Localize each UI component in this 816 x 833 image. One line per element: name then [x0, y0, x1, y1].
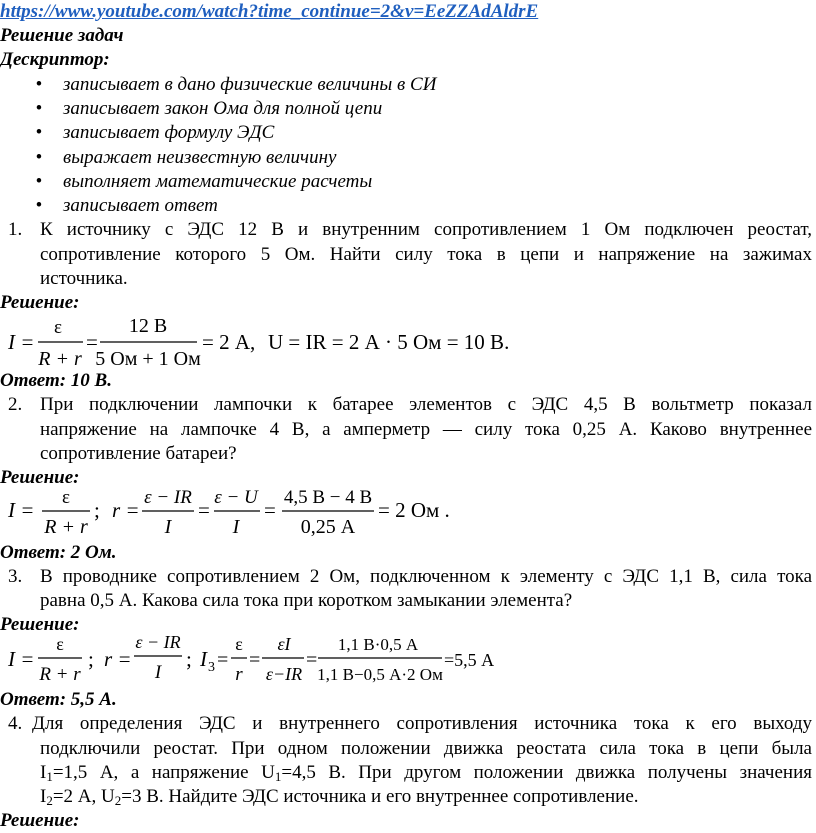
formula-text: r = — [112, 498, 140, 522]
answer: Ответ: 5,5 А. — [0, 689, 117, 710]
text-part: I — [40, 762, 47, 783]
formula-text: R + r — [38, 348, 82, 369]
problem-text-line: сопротивление батареи? — [40, 443, 237, 464]
formula-text: ε — [54, 317, 62, 338]
formula-text: I = — [8, 330, 35, 354]
problem-number: 4. — [8, 713, 23, 734]
formula-text: = — [217, 649, 229, 671]
formula-text: I — [232, 516, 240, 538]
list-item-text: записывает закон Ома для полной цепи — [63, 98, 383, 119]
bullet-icon: • — [35, 195, 43, 216]
formula-text: ε − IR — [135, 634, 181, 652]
formula-text: R + r — [44, 516, 88, 538]
subscript: 2 — [114, 793, 122, 808]
solution-label: Решение: — [0, 614, 80, 635]
formula-text: r = — [104, 647, 132, 671]
answer: Ответ: 10 В. — [0, 370, 112, 391]
formula-text: = — [198, 498, 210, 522]
list-item-text: выполняет математические расчеты — [63, 171, 373, 192]
formula-3 — [0, 634, 816, 690]
formula-1 — [0, 313, 816, 369]
formula-text: ε — [62, 487, 70, 508]
problem-number: 3. — [8, 566, 23, 587]
heading: Решение задач — [0, 25, 124, 46]
formula-text: I — [164, 516, 172, 538]
problem-text-line: Для определения ЭДС и внутреннего сопротивления источника тока к его выходу — [32, 713, 812, 734]
formula-text: R + r — [39, 664, 81, 685]
bullet-icon: • — [35, 147, 43, 168]
formula-text: 0,25 А — [300, 516, 356, 538]
formula-2 — [0, 487, 816, 543]
problem-text-line: В проводнике сопротивлением 2 Ом, подключенном к элементу с ЭДС 1,1 В, сила тока — [40, 566, 812, 587]
formula-text: ; — [94, 498, 100, 522]
formula-text: = — [264, 498, 276, 522]
text-part: =2 А, U — [52, 786, 115, 807]
formula-text: ε−IR — [265, 664, 303, 684]
formula-text: 1,1 В·0,5 А — [337, 635, 419, 654]
text-part: I — [40, 786, 47, 807]
problem-text-line: сопротивление которого 5 Ом. Найти силу тока в цепи и напряжение на зажимах — [40, 244, 812, 265]
bullet-icon: • — [35, 122, 43, 143]
list-item-text: записывает формулу ЭДС — [63, 122, 275, 143]
text-part: =4,5 В. При другом положении движка получены значения — [281, 762, 812, 783]
formula-text: = — [249, 649, 261, 671]
subscript: 2 — [46, 793, 53, 808]
descriptor-label: Дескриптор: — [0, 49, 110, 70]
subscript: 1 — [274, 769, 282, 784]
formula-text: 5 Ом + 1 Ом — [95, 348, 201, 369]
formula-text: I = — [8, 498, 35, 522]
problem-text-line — [40, 785, 812, 813]
list-item-text: выражает неизвестную величину — [63, 147, 337, 168]
youtube-link[interactable]: https://www.youtube.com/watch?time_continue=2&v=EeZZAdAldrE — [0, 1, 539, 22]
formula-text: I — [154, 662, 162, 683]
formula-text: 4,5 В − 4 В — [283, 487, 373, 508]
formula-text: 12 В — [128, 315, 168, 337]
problem-text-line: подключили реостат. При одном положении движка реостата сила тока в цепи была — [40, 738, 812, 759]
formula-text: = 2 Ом . — [378, 498, 450, 522]
formula-text: I = — [8, 647, 35, 671]
formula-text: ; — [186, 647, 192, 671]
problem-text-line: При подключении лампочки к батарее элементов с ЭДС 4,5 В вольтметр показал — [40, 394, 812, 415]
solution-label: Решение: — [0, 292, 80, 313]
formula-text: ε − IR — [144, 487, 192, 508]
problem-text-line: источника. — [40, 268, 128, 289]
formula-text: ε — [56, 634, 64, 654]
text-part: =1,5 А, а напряжение U — [52, 762, 275, 783]
formula-text: 3 — [208, 660, 215, 675]
formula-text: ; — [88, 647, 94, 671]
formula-text: =5,5 А — [444, 650, 495, 670]
subscript: 1 — [46, 769, 53, 784]
problem-number: 2. — [8, 394, 23, 415]
bullet-icon: • — [35, 74, 43, 95]
formula-text: 1,1 В−0,5 А·2 Ом — [317, 665, 443, 684]
problem-text-line: напряжение на лампочке 4 В, а амперметр — силу тока 0,25 А. Каково внутреннее — [40, 419, 812, 440]
problem-text-line: равна 0,5 А. Какова сила тока при коротком замыкании элемента? — [40, 590, 573, 611]
formula-text: r — [235, 664, 243, 685]
problem-text-line: К источнику с ЭДС 12 В и внутренним сопротивлением 1 Ом подключен реостат, — [40, 219, 812, 240]
answer: Ответ: 2 Ом. — [0, 542, 117, 563]
list-item-text: записывает ответ — [63, 195, 218, 216]
list-item-text: записывает в дано физические величины в СИ — [63, 74, 437, 95]
text-part: =3 В. Найдите ЭДС источника и его внутреннее сопротивление. — [121, 786, 639, 807]
solution-label: Решение: — [0, 810, 80, 831]
problem-number: 1. — [8, 219, 23, 240]
formula-text: = 2 А, — [202, 330, 256, 354]
formula-text: εI — [277, 634, 291, 654]
formula-text: ε — [235, 634, 243, 654]
solution-label: Решение: — [0, 467, 80, 488]
bullet-icon: • — [35, 98, 43, 119]
formula-text: I — [200, 647, 207, 671]
formula-text: = — [306, 649, 318, 671]
formula-text: U = IR = 2 А · 5 Ом = 10 В. — [268, 330, 510, 354]
formula-text: = — [86, 330, 98, 354]
bullet-icon: • — [35, 171, 43, 192]
formula-text: ε − U — [214, 487, 258, 508]
